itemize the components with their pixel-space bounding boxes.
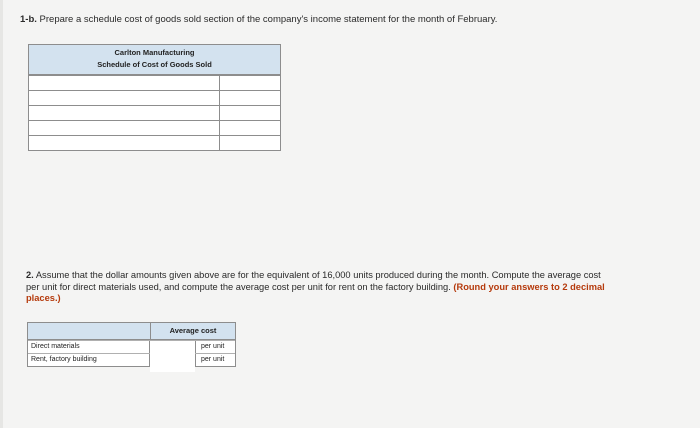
direct-materials-label: Direct materials: [28, 341, 150, 353]
row-amount-cell[interactable]: [220, 91, 280, 105]
rent-factory-label: Rent, factory building: [28, 354, 150, 366]
row-amount-cell[interactable]: [220, 106, 280, 120]
table-row: [29, 120, 280, 135]
rounding-instruction: (Round your answers to 2 decimal places.): [26, 281, 605, 303]
table-row: [29, 75, 280, 90]
average-cost-table: [27, 322, 236, 367]
average-cost-header: [28, 323, 235, 340]
row-amount-input[interactable]: [220, 140, 280, 154]
page-edge: [0, 0, 3, 428]
row-label-cell[interactable]: [29, 91, 220, 105]
table-row: [28, 353, 235, 366]
question-number: 2.: [26, 270, 34, 280]
question-2: [26, 270, 616, 305]
question-text-b: units produced during the month. Compute the average cost per unit for direct materials used, and compute the average cost per unit for rent on the factory building.: [26, 270, 601, 292]
row-amount-cell[interactable]: [220, 76, 280, 90]
row-label-cell[interactable]: [29, 106, 220, 120]
row-label-cell[interactable]: [29, 136, 220, 150]
company-name: Carlton Manufacturing: [114, 48, 195, 57]
unit-label: per unit: [201, 356, 225, 363]
schedule-header: [29, 45, 280, 75]
row-label-cell[interactable]: [29, 121, 220, 135]
units-value: 16,000: [322, 270, 351, 280]
unit-label: per unit: [201, 343, 225, 350]
table-row: [29, 105, 280, 120]
question-number: 1-b.: [20, 14, 37, 25]
row-label-select[interactable]: [29, 140, 219, 154]
rent-factory-input[interactable]: [150, 360, 195, 372]
table-row: [28, 340, 235, 353]
row-amount-cell[interactable]: [220, 136, 280, 150]
average-cost-title: Average cost: [169, 326, 217, 335]
table-row: [29, 135, 280, 150]
direct-materials-cell[interactable]: [150, 341, 196, 353]
question-1b: [20, 14, 680, 25]
question-text: Prepare a schedule cost of goods sold section of the company's income statement for the month of February.: [39, 14, 498, 25]
schedule-title: Schedule of Cost of Goods Sold: [97, 60, 212, 69]
question-text-a: Assume that the dollar amounts given above are for the equivalent of: [35, 270, 320, 280]
cogs-schedule-table: [28, 44, 281, 151]
row-amount-cell[interactable]: [220, 121, 280, 135]
row-label-cell[interactable]: [29, 76, 220, 90]
table-row: [29, 90, 280, 105]
rent-factory-cell[interactable]: [150, 354, 196, 366]
